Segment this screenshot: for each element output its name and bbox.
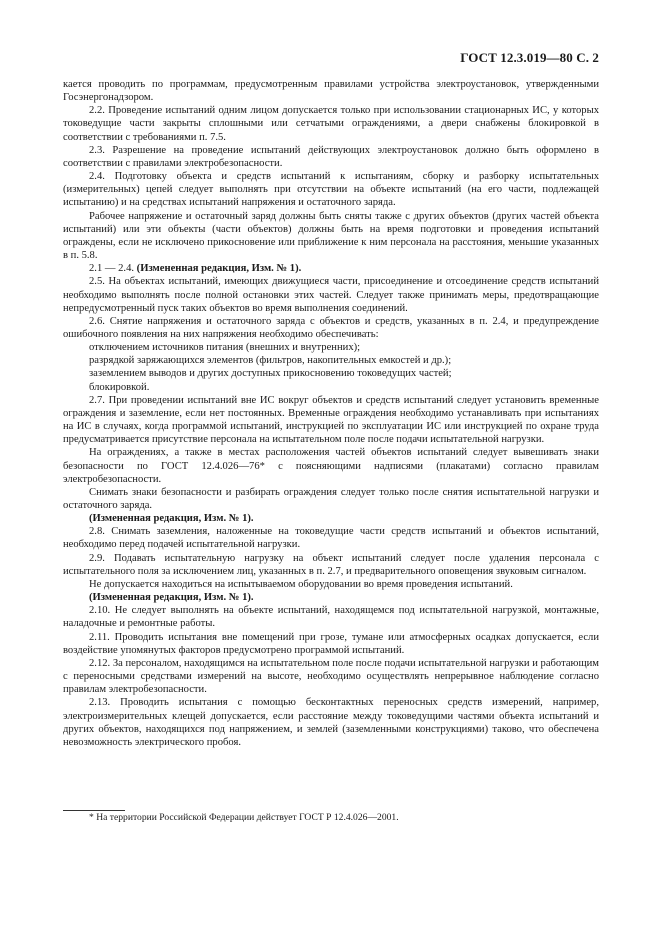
paragraph: кается проводить по программам, предусмотренным правилами устройства электроустановок, утвержденными Госэнергонадзором. — [63, 79, 599, 104]
list-item: разрядкой заряжающихся элементов (фильтров, накопительных емкостей и др.); — [89, 355, 452, 367]
footnote-divider — [63, 810, 125, 811]
list-item: заземлением выводов и других доступных прикосновению токоведущих частей; — [89, 368, 452, 380]
paragraph: 2.5. На объектах испытаний, имеющих движущиеся части, присоединение и отсоединение средств испытаний необходимо выполнять после полной остановки этих частей. Следует также принимать меры, предотвращающие непредусмотренный пуск таких объектов во время выполнения соединений. — [63, 276, 599, 314]
list-item: блокировкой. — [89, 381, 150, 393]
paragraph: 2.9. Подавать испытательную нагрузку на объект испытаний следует после удаления персонала с испытательного поля за исключением лиц, указанных в п. 2.7, и предварительного оповещения звуковым сигналом. — [63, 552, 599, 577]
paragraph: 2.10. Не следует выполнять на объекте испытаний, находящемся под испытательной нагрузкой, монтажные, наладочные и ремонтные работы. — [63, 605, 599, 630]
paragraph: 2.13. Проводить испытания с помощью бесконтактных переносных средств измерений, например, электроизмерительных клещей допускается, если расстояние между токоведущими частями объекта испытаний и других объектов, находящихся под напряжением, и землей (заземленными конструкциями) таково, что обеспечена невозможность электрического пробоя. — [63, 697, 599, 748]
amendment-note: (Измененная редакция, Изм. № 1). — [89, 513, 254, 525]
paragraph: Рабочее напряжение и остаточный заряд должны быть сняты также с других объектов (других частей объекта испытаний) или эти объекты (части объектов) должны быть на время подготовки и проведения испытаний ограждены, если не исключено прикосновение или приближение к ним персонала на расстояния, меньшие указанных в п. 5.8. — [63, 210, 599, 262]
paragraph: 2.4. Подготовку объекта и средств испытаний к испытаниям, сборку и разборку испытательных (измерительных) цепей следует выполнять при отсутствии на объекте испытаний (на его части, подлежащей испытанию) и на средствах испытаний напряжения и остаточного заряда. — [63, 171, 599, 209]
paragraph: 2.6. Снятие напряжения и остаточного заряда с объектов и средств, указанных в п. 2.4, и предупреждение ошибочного появления на них напряжения необходимо обеспечивать: — [63, 315, 599, 340]
amendment-note: (Измененная редакция, Изм. № 1). — [89, 592, 254, 604]
footnote: * На территории Российской Федерации действует ГОСТ Р 12.4.026—2001. — [89, 812, 399, 823]
paragraph: Не допускается находиться на испытываемом оборудовании во время проведения испытаний. — [89, 578, 513, 590]
paragraph: На ограждениях, а также в местах расположения частей объектов испытаний следует вывешивать знаки безопасности по ГОСТ 12.4.026—76* с поясняющими надписями (плакатами) согласно правилам электробезопасности. — [63, 447, 599, 485]
page-header: ГОСТ 12.3.019—80 С. 2 — [460, 50, 599, 65]
paragraph: Снимать знаки безопасности и разбирать ограждения следует только после снятия испытательной нагрузки и остаточного заряда. — [63, 486, 599, 511]
paragraph: 2.3. Разрешение на проведение испытаний действующих электроустановок должно быть оформлено в соответствии с правилами электробезопасности. — [63, 144, 599, 169]
document-body — [63, 78, 599, 749]
paragraph: 2.7. При проведении испытаний вне ИС вокруг объектов и средств испытаний следует установить временные ограждения и заземление, если нет постоянных. Временные ограждения необходимо устанавливать при испытаниях на ИС в случаях, когда программой испытаний, инструкцией по эксплуатации ИС или инструкцией по охране труда предусматривается присутствие персонала на испытательном поле после подачи испытательной нагрузки. — [63, 394, 599, 446]
list-item: отключением источников питания (внешних и внутренних); — [89, 342, 361, 354]
paragraph: 2.2. Проведение испытаний одним лицом допускается только при использовании стационарных ИС, у которых токоведущие части закрыты сплошными или сетчатыми ограждениями, а двери снабжены блокировкой в соответствии с требованиями п. 7.5. — [63, 105, 599, 143]
paragraph: 2.11. Проводить испытания вне помещений при грозе, тумане или атмосферных осадках допускается, если воздействие упомянутых факторов предусмотрено программой испытаний. — [63, 631, 599, 656]
paragraph: 2.12. За персоналом, находящимся на испытательном поле после подачи испытательной нагрузки и работающим с переносными средствами измерений на высоте, необходимо осуществлять непрерывное наблюдение согласно правилам электробезопасности. — [63, 657, 599, 696]
amendment-note: 2.1 — 2.4. (Измененная редакция, Изм. № 1). — [89, 263, 302, 275]
paragraph: 2.8. Снимать заземления, наложенные на токоведущие части средств испытаний и объектов испытаний, необходимо перед подачей испытательной нагрузки. — [63, 526, 599, 551]
